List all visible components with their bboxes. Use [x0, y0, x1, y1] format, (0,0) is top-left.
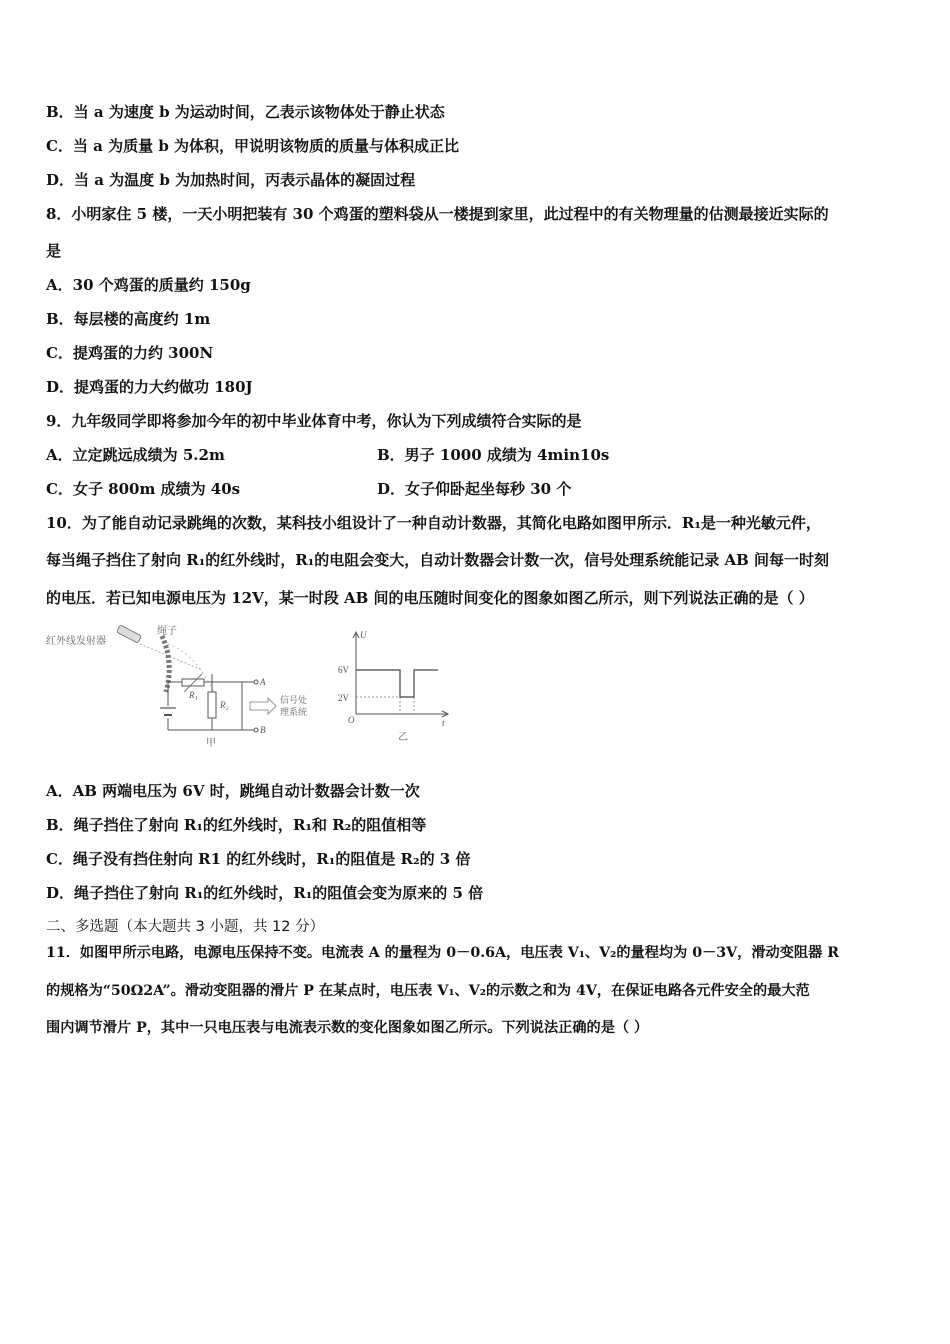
emitter-label: 红外线发射器 [46, 636, 106, 647]
q7-option-b: B．当 a 为速度 b 为运动时间，乙表示该物体处于静止状态 [46, 103, 445, 121]
t-axis-label: t [442, 718, 445, 728]
signal-label-1: 信号处 [280, 695, 308, 705]
q11-stem-line1: 11．如图甲所示电路，电源电压保持不变。电流表 A 的量程为 0－0.6A，电压表 V₁、V₂的量程均为 0－3V，滑动变阻器 R [46, 945, 839, 961]
graph-figure-yi [334, 626, 454, 748]
q10-option-a: A．AB 两端电压为 6V 时，跳绳自动计数器会计数一次 [46, 782, 420, 800]
q9-option-d: D．女子仰卧起坐每秒 30 个 [377, 480, 572, 498]
q9-option-b: B．男子 1000 成绩为 4min10s [377, 446, 610, 464]
q8-option-a: A．30 个鸡蛋的质量约 150g [46, 276, 251, 294]
q10-stem-line2: 每当绳子挡住了射向 R₁的红外线时，R₁的电阻会变大，自动计数器会计数一次，信号处理系统能记录 AB 间每一时刻 [46, 551, 830, 569]
q8-option-b: B．每层楼的高度约 1m [46, 310, 211, 328]
q11-stem-line3: 围内调节滑片 P，其中一只电压表与电流表示数的变化图象如图乙所示。下列说法正确的是（ ） [46, 1020, 649, 1036]
q9-stem: 9．九年级同学即将参加今年的初中毕业体育中考，你认为下列成绩符合实际的是 [46, 412, 582, 430]
tick-6v-label: 6V [338, 665, 349, 675]
section2-title: 二、多选题（本大题共 3 小题，共 12 分） [46, 919, 325, 935]
u-axis-label: U [360, 630, 367, 640]
battery-icon [160, 708, 176, 715]
origin-label: O [348, 715, 355, 725]
q8-stem-line2: 是 [46, 242, 62, 260]
q7-option-d: D．当 a 为温度 b 为加热时间，丙表示晶体的凝固过程 [46, 171, 416, 189]
terminal-a-label: A [260, 677, 266, 687]
q8-option-c: C．提鸡蛋的力约 300N [46, 344, 214, 362]
q8-option-d: D．提鸡蛋的力大约做功 180J [46, 378, 253, 396]
q10-stem-line1: 10．为了能自动记录跳绳的次数，某科技小组设计了一种自动计数器，其简化电路如图甲所示．R₁是一种光敏元件， [46, 514, 821, 532]
rope-label: 绳子 [157, 626, 177, 637]
q10-stem-line3: 的电压．若已知电源电压为 12V，某一时段 AB 间的电压随时间变化的图象如图乙所示，则下列说法正确的是（ ） [46, 589, 814, 607]
r2-resistor-icon [208, 692, 216, 718]
r2-label: R₂ [220, 700, 229, 710]
circuit-figure-jia [44, 622, 319, 750]
voltage-curve [356, 670, 438, 697]
q8-stem-line1: 8．小明家住 5 楼，一天小明把装有 30 个鸡蛋的塑料袋从一楼提到家里，此过程中的有关物理量的估测最接近实际的 [46, 205, 829, 223]
figure-yi-caption: 乙 [398, 732, 408, 743]
q9-option-a: A．立定跳远成绩为 5.2m [46, 446, 225, 464]
q10-option-d: D．绳子挡住了射向 R₁的红外线时，R₁的阻值会变为原来的 5 倍 [46, 884, 484, 902]
q7-option-c: C．当 a 为质量 b 为体积，甲说明该物质的质量与体积成正比 [46, 137, 460, 155]
terminal-b-label: B [260, 725, 266, 735]
tick-2v-label: 2V [338, 693, 349, 703]
q9-option-c: C．女子 800m 成绩为 40s [46, 480, 241, 498]
signal-arrow-icon [250, 698, 276, 714]
q10-option-c: C．绳子没有挡住射向 R1 的红外线时，R₁的阻值是 R₂的 3 倍 [46, 850, 471, 868]
signal-label-2: 理系统 [280, 707, 308, 717]
q11-stem-line2: 的规格为“50Ω2A”。滑动变阻器的滑片 P 在某点时，电压表 V₁、V₂的示数之和为 4V，在保证电路各元件安全的最大范 [46, 983, 810, 999]
dashed-guides [356, 697, 414, 714]
q10-option-b: B．绳子挡住了射向 R₁的红外线时，R₁和 R₂的阻值相等 [46, 816, 427, 834]
circuit-wires [168, 674, 242, 730]
figure-jia-caption: 甲 [206, 738, 216, 749]
r1-label: R₁ [189, 690, 198, 700]
